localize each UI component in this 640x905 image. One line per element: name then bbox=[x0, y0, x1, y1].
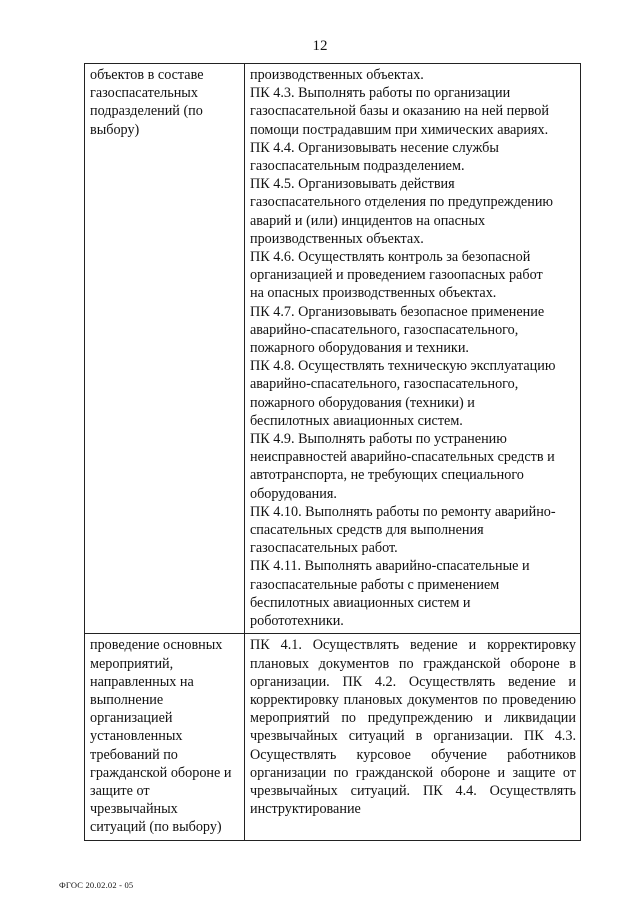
cell-text-line: ПК 4.8. Осуществлять техническую эксплуатацию bbox=[250, 358, 556, 375]
cell-text-line: пожарного оборудования (техники) и bbox=[250, 394, 475, 411]
cell-text-line: газоспасательного отделения по предупреждению bbox=[250, 194, 554, 211]
cell-text-line: защите от bbox=[90, 782, 150, 799]
cell-text-line: аварийно-спасательного, газоспасательного, bbox=[250, 376, 519, 393]
cell-text-line: гражданской обороне и bbox=[90, 764, 232, 781]
cell-text-line: ПК 4.5. Организовывать действия bbox=[250, 176, 455, 193]
cell-text-line: мероприятий, bbox=[90, 655, 174, 672]
cell-text-line: направленных на bbox=[90, 673, 194, 690]
cell-text-line: выполнение bbox=[90, 691, 164, 708]
cell-text-line: газоспасательным подразделением. bbox=[250, 158, 465, 175]
cell-text-line: газоспасательной базы и оказанию на ней первой bbox=[250, 103, 549, 120]
cell-text-line: ПК 4.10. Выполнять работы по ремонту аварийно- bbox=[250, 503, 556, 520]
cell-text-line: выбору) bbox=[90, 121, 140, 138]
cell-text-line: ПК 4.3. Выполнять работы по организации bbox=[250, 85, 511, 102]
cell-text-line: ПК 4.4. Организовывать несение службы bbox=[250, 139, 499, 156]
cell-text-line: ситуаций (по выбору) bbox=[90, 819, 222, 836]
cell-text-line: газоспасательных bbox=[90, 85, 198, 102]
cell-text-line: неисправностей аварийно-спасательных средств и bbox=[250, 449, 555, 466]
cell-text-line: газоспасательные работы с применением bbox=[250, 576, 500, 593]
cell-text-line: ПК 4.7. Организовывать безопасное применение bbox=[250, 303, 545, 320]
cell-text-line: аварий и (или) инцидентов на опасных bbox=[250, 212, 486, 229]
competencies-table bbox=[84, 63, 581, 841]
cell-text-line: объектов в составе bbox=[90, 67, 204, 83]
table-cell-competencies bbox=[245, 64, 581, 634]
cell-text-line: пожарного оборудования и техники. bbox=[250, 340, 469, 357]
table-cell-activity bbox=[85, 64, 245, 634]
cell-text-line: производственных объектах. bbox=[250, 230, 424, 247]
table-row bbox=[85, 64, 581, 634]
cell-text-line: организацией и проведением газоопасных работ bbox=[250, 267, 543, 284]
table-row bbox=[85, 634, 581, 840]
table-cell-activity bbox=[85, 634, 245, 840]
cell-text-line: оборудования. bbox=[250, 485, 337, 502]
cell-text-line: помощи пострадавшим при химических авариях. bbox=[250, 121, 549, 138]
cell-text-line: беспилотных авиационных систем и bbox=[250, 594, 471, 611]
table-cell-competencies: ПК 4.1. Осуществлять ведение и корректировку плановых документов по гражданской обороне в организации. ПК 4.2. Осуществлять ведение и корректировку плановых документов по проведению мероприятий по предупреждению и ликвидации чрезвычайных ситуаций в организации. ПК 4.3. Осуществлять курсовое обучение работников организации по гражданской обороне и защите от чрезвычайных ситуаций. ПК 4.4. Осуществлять инструктирование bbox=[245, 634, 581, 840]
cell-text-line: автотранспорта, не требующих специального bbox=[250, 467, 524, 484]
cell-text-line: производственных объектах. bbox=[250, 67, 424, 83]
cell-text-line: на опасных производственных объектах. bbox=[250, 285, 497, 302]
cell-text-line: ПК 4.11. Выполнять аварийно-спасательные и bbox=[250, 558, 530, 575]
cell-text-line: организацией bbox=[90, 710, 173, 727]
page-number: 12 bbox=[312, 38, 328, 54]
cell-text-line: робототехники. bbox=[250, 613, 344, 630]
cell-text-line: спасательных средств для выполнения bbox=[250, 522, 484, 539]
cell-text-line: чрезвычайных bbox=[90, 801, 178, 818]
cell-text-line: подразделений (по bbox=[90, 103, 203, 120]
cell-text-line: беспилотных авиационных систем. bbox=[250, 412, 463, 429]
cell-text-line: ПК 4.6. Осуществлять контроль за безопасной bbox=[250, 249, 531, 266]
document-footer: ФГОС 20.02.02 - 05 bbox=[59, 880, 134, 890]
cell-text-line: ПК 4.9. Выполнять работы по устранению bbox=[250, 431, 507, 448]
cell-text-line: проведение основных bbox=[90, 637, 223, 654]
cell-text-line: требований по bbox=[90, 746, 178, 763]
cell-text-line: аварийно-спасательного, газоспасательного, bbox=[250, 321, 519, 338]
cell-text-line: газоспасательных работ. bbox=[250, 540, 398, 557]
cell-text-line: установленных bbox=[90, 728, 183, 745]
